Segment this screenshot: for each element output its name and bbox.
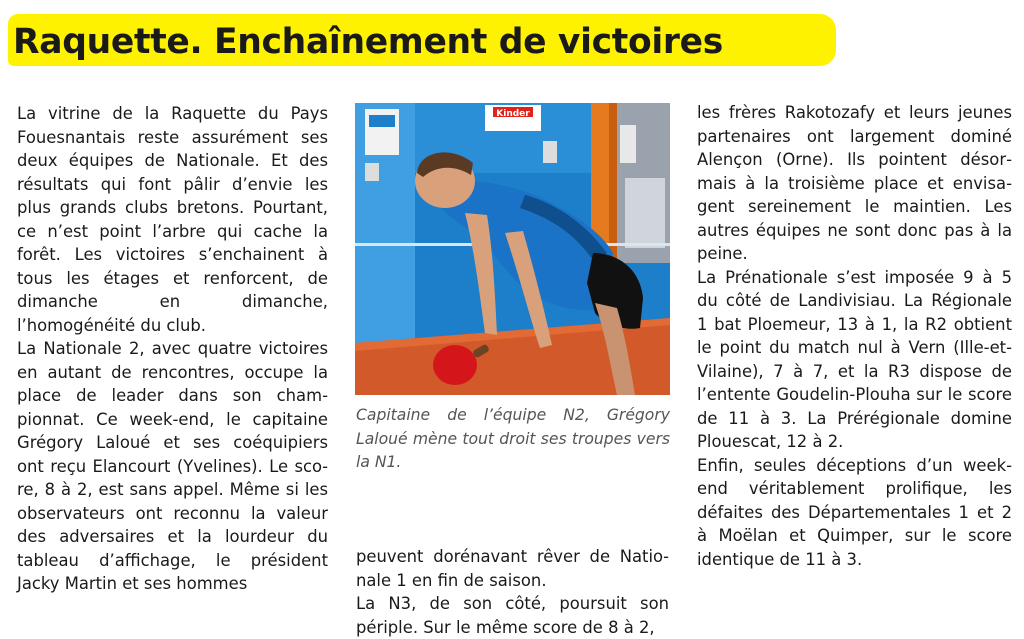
photo-banner-text: Kinder bbox=[496, 109, 530, 119]
paragraph: La Nationale 2, avec quatre victoires en autant de rencontres, occupe la place de leader dans son championnat. Ce week-end, le capitaine Grégory Laloué et ses coéquipiers ont reçu Elancourt (Yvelines). Le score, 8 à 2, est sans appel. Même si les observateurs ont reconnu la valeur des adversaires et la lourdeur du tableau d’affichage, le président Jacky Martin et ses hommes bbox=[17, 339, 328, 593]
article-headline: Raquette. Enchaînement de victoires bbox=[13, 22, 723, 62]
caption-text: Capitaine de l’équipe N2, Grégory Laloué mène tout droit ses troupes vers la N1. bbox=[356, 406, 670, 471]
paragraph: La vitrine de la Raquette du Pays Fouesnantais reste assurément ses deux équipes de Nationale. Et des résultats qui font pâlir d’envie les plus grands clubs bretons. Pourtant, ce n’est point l’arbre qui cache la forêt. Les victoires s’enchainent à tous les étages et renforcent, de dimanche en dimanche, l’homogénéité du club. bbox=[17, 104, 328, 335]
paragraph: Enfin, seules déceptions d’un week-end véritablement prolifique, les défaites des Départementales 1 et 2 à Moëlan et Quimper, sur le score identique de 11 à 3. bbox=[697, 455, 1012, 569]
article-column-1 bbox=[17, 102, 328, 596]
article-column-3 bbox=[697, 101, 1012, 571]
paragraph: La N3, de son côté, poursuit son périple. Sur le même score de 8 à 2, bbox=[356, 594, 669, 637]
paragraph: La Prénationale s’est imposée 9 à 5 du côté de Landivisiau. La Régionale 1 bat Ploemeur, 13 à 1, la R2 obtient le point du match nul à Vern (Ille-et-Vilaine), 7 à 7, et la R3 dispose de l’entente Goudelin-Plouha sur le score de 11 à 3. La Prérégionale domine Plouescat, 12 à 2. bbox=[697, 267, 1012, 451]
article-photo bbox=[355, 103, 670, 395]
article-column-2 bbox=[356, 545, 669, 639]
photo-caption bbox=[356, 404, 670, 475]
paragraph: les frères Rakotozafy et leurs jeunes partenaires ont largement dominé Alençon (Orne). Ils pointent désormais à la troisième place et envisagent sereinement le maintien. Les autres équipes ne sont donc pas à la peine. bbox=[697, 103, 1012, 263]
paragraph: peuvent dorénavant rêver de Nationale 1 en fin de saison. bbox=[356, 547, 669, 590]
